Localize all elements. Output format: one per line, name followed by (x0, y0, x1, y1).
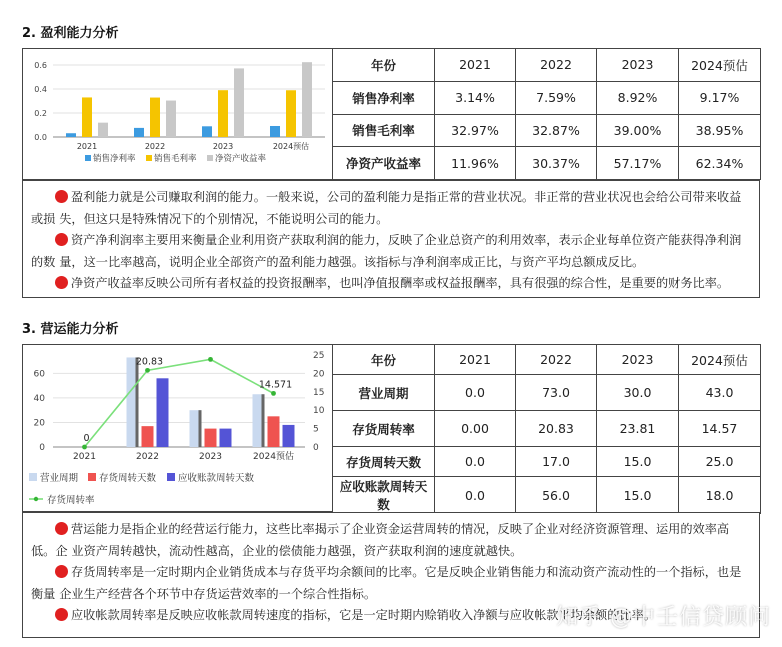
row-label: 营业周期 (333, 375, 435, 411)
bar (302, 62, 312, 137)
table-row (333, 114, 761, 147)
bar (157, 378, 169, 447)
table-row (333, 375, 761, 411)
bar (218, 90, 228, 137)
table-cell: 43.0 (679, 375, 761, 411)
bar (98, 123, 108, 137)
table-cell: 62.34% (679, 147, 761, 180)
legend-swatch (207, 155, 213, 161)
bar (205, 429, 217, 447)
table-cell: 9.17% (679, 81, 761, 114)
table-cell: 56.0 (516, 477, 597, 514)
x-tick-label: 2023 (199, 452, 222, 462)
red-bullet-icon (55, 522, 68, 535)
note-paragraph: 营运能力是指企业的经营运行能力，这些比率揭示了企业资金运营周转的情况，反映了企业对经济资源管理、运用的效率高低。企 业资产周转越快，流动性越高，企业的偿债能力越强，资产获取利润的速度就越快。 (31, 522, 730, 558)
row-label: 应收账款周转天数 (333, 477, 435, 514)
y-tick-label: 0.6 (34, 61, 47, 70)
y-tick-label-right: 10 (313, 406, 325, 417)
legend-swatch (88, 473, 96, 481)
line-point (271, 391, 276, 396)
note-paragraph: 盈利能力就是公司赚取利润的能力。一般来说，公司的盈利能力是指正常的营业状况。非正常的营业状况也会给公司带来收益或损 失，但这只是特殊情况下的个别情况，不能说明公司的能力。 (31, 190, 742, 226)
header-cell: 年份 (333, 345, 435, 375)
legend-label: 存货周转天数 (99, 473, 157, 484)
bar (283, 425, 295, 447)
bar (220, 429, 232, 447)
table-cell: 7.59% (516, 81, 597, 114)
y-tick-label: 0.2 (34, 109, 47, 118)
table-cell: 0.0 (435, 477, 516, 514)
table-cell: 0.0 (435, 447, 516, 477)
row-label: 存货周转天数 (333, 447, 435, 477)
legend-label: 净资产收益率 (215, 154, 267, 164)
table-cell: 38.95% (679, 114, 761, 147)
bar (82, 97, 92, 137)
bar (270, 126, 280, 137)
line-series-path (85, 359, 274, 447)
note-paragraph: 存货周转率是一定时期内企业销货成本与存货平均余额间的比率。它是反映企业销售能力和流动资产流动性的一个指标，也是衡量 企业生产经营各个环节中存货运营效率的一个综合性指标。 (31, 565, 742, 601)
header-cell: 2022 (516, 49, 597, 82)
x-tick-label: 2021 (76, 142, 98, 151)
x-tick-label: 2022 (144, 142, 166, 151)
table-cell: 0.00 (435, 411, 516, 447)
table-cell: 39.00% (597, 114, 679, 147)
line-point (208, 357, 213, 362)
ops-table (332, 344, 761, 514)
table-cell: 73.0 (516, 375, 597, 411)
header-cell: 2021 (435, 345, 516, 375)
table-cell: 30.37% (516, 147, 597, 180)
bar (142, 426, 154, 447)
bar (234, 68, 244, 137)
profit-notes (22, 180, 760, 298)
bar-shadow (262, 394, 265, 447)
table-row (333, 81, 761, 114)
table-cell: 32.97% (435, 114, 516, 147)
table-cell: 3.14% (435, 81, 516, 114)
y-tick-label-right: 5 (313, 424, 319, 435)
y-tick-label-right: 25 (313, 351, 325, 361)
table-row (333, 447, 761, 477)
table-cell: 20.83 (516, 411, 597, 447)
table-row (333, 477, 761, 514)
header-cell: 2024预估 (679, 345, 761, 375)
profit-table (332, 48, 761, 180)
data-label: 0 (83, 433, 90, 444)
legend-swatch (85, 155, 91, 161)
legend-swatch (29, 473, 37, 481)
table-cell: 0.0 (435, 375, 516, 411)
legend-label: 销售净利率 (93, 154, 136, 164)
profit-table-header-row (333, 49, 761, 82)
header-cell: 2021 (435, 49, 516, 82)
note-paragraph: 应收帐款周转率是反映应收帐款周转速度的指标，它是一定时期内赊销收入净额与应收帐款平均余额的比率。 (31, 605, 751, 627)
bar-shadow (136, 357, 139, 447)
header-cell: 2024预估 (679, 49, 761, 82)
y-tick-label-left: 0 (39, 443, 45, 453)
x-tick-label: 2024预估 (253, 452, 294, 462)
bar-shadow (199, 410, 202, 447)
table-cell: 17.0 (516, 447, 597, 477)
header-cell: 2022 (516, 345, 597, 375)
y-tick-label-left: 60 (33, 369, 45, 380)
red-bullet-icon (55, 276, 68, 289)
bar (202, 126, 212, 137)
legend-line-marker (34, 497, 38, 501)
x-tick-label: 2024预估 (272, 142, 310, 151)
bar (150, 98, 160, 137)
bar (66, 133, 76, 137)
ops-chart-box (22, 344, 333, 512)
bar (166, 101, 176, 137)
red-bullet-icon (55, 565, 68, 578)
note-paragraph: 净资产收益率反映公司所有者权益的投资报酬率，也叫净值报酬率或权益报酬率，具有很强的综合性，是重要的财务比率。 (31, 273, 751, 295)
table-cell: 18.0 (679, 477, 761, 514)
bar (134, 128, 144, 137)
legend-label: 应收账款周转天数 (178, 473, 255, 484)
legend-swatch (146, 155, 152, 161)
line-point (82, 445, 87, 450)
profit-chart-box (22, 48, 333, 180)
table-cell: 14.57 (679, 411, 761, 447)
x-tick-label: 2022 (136, 452, 159, 462)
data-label: 14.571 (258, 379, 293, 391)
y-tick-label-right: 20 (313, 369, 325, 380)
table-cell: 11.96% (435, 147, 516, 180)
y-tick-label-left: 40 (33, 393, 45, 404)
y-tick-label: 0.4 (34, 85, 47, 94)
table-cell: 57.17% (597, 147, 679, 180)
y-tick-label-left: 20 (33, 418, 45, 429)
table-row (333, 411, 761, 447)
y-tick-label-right: 15 (313, 387, 325, 398)
red-bullet-icon (55, 190, 68, 203)
bar (268, 416, 280, 447)
legend-swatch (167, 473, 175, 481)
profit-chart (23, 49, 333, 179)
row-label: 销售净利率 (333, 81, 435, 114)
red-bullet-icon (55, 233, 68, 246)
legend-label: 销售毛利率 (154, 154, 197, 164)
table-cell: 15.0 (597, 447, 679, 477)
data-label: 20.83 (135, 356, 164, 368)
legend-label: 存货周转率 (47, 495, 95, 506)
section-title-profit: 2. 盈利能力分析 (22, 26, 119, 41)
line-point (145, 368, 150, 373)
table-cell: 30.0 (597, 375, 679, 411)
row-label: 净资产收益率 (333, 147, 435, 180)
y-tick-label: 0.0 (34, 133, 47, 142)
table-cell: 23.81 (597, 411, 679, 447)
table-cell: 25.0 (679, 447, 761, 477)
header-cell: 2023 (597, 49, 679, 82)
table-row (333, 147, 761, 180)
watermark-text: 知乎 @中壬信贷顾问 (556, 605, 771, 630)
legend-label: 营业周期 (40, 473, 79, 484)
red-bullet-icon (55, 608, 68, 621)
ops-chart (23, 345, 333, 511)
ops-table-header-row (333, 345, 761, 375)
row-label: 销售毛利率 (333, 114, 435, 147)
y-tick-label-right: 0 (313, 443, 319, 453)
x-tick-label: 2023 (212, 142, 234, 151)
table-cell: 8.92% (597, 81, 679, 114)
row-label: 存货周转率 (333, 411, 435, 447)
table-cell: 32.87% (516, 114, 597, 147)
section-title-ops: 3. 营运能力分析 (22, 322, 119, 337)
bar (286, 90, 296, 137)
header-cell: 年份 (333, 49, 435, 82)
header-cell: 2023 (597, 345, 679, 375)
table-cell: 15.0 (597, 477, 679, 514)
x-tick-label: 2021 (73, 452, 96, 462)
note-paragraph: 资产净利润率主要用来衡量企业利用资产获取利润的能力，反映了企业总资产的利用效率，表示企业每单位资产能获得净利润的数 量，这一比率越高，说明企业全部资产的盈利能力越强。该指标与净利润率成正比，与资产平均总额成反比。 (31, 233, 742, 269)
